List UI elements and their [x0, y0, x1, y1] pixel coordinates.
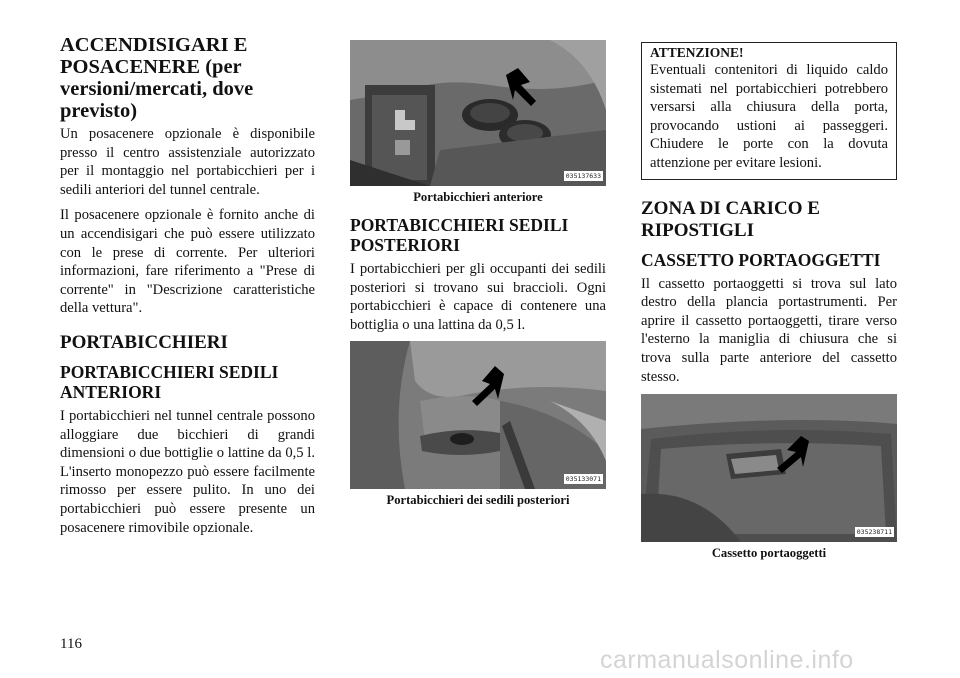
subheading-rear-cupholders: PORTABICCHIERI SEDILI POSTERIORI: [350, 215, 569, 255]
subheading-glovebox: CASSETTO PORTAOGGETTI: [641, 249, 881, 270]
warning-title: ATTENZIONE!: [650, 45, 744, 60]
paragraph-glovebox: Il cassetto portaoggetti si trova sul lato destro della plancia portastrumenti. Per aprire il cassetto portaoggetti, tirare verso l'esterno la maniglia di chiusura che si trova sulla parte anteriore del cassetto stesso.: [641, 275, 897, 385]
paragraph-rear-cupholders: I portabicchieri per gli occupanti dei sedili posteriori si trovano sui braccioli. Ogni portabicchieri è capace di contenere una bottiglia o una lattina da 0,5 l.: [350, 261, 606, 333]
figure-rear-cupholder: [350, 341, 606, 489]
section-heading-storage: ZONA DI CARICO E RIPOSTIGLI: [641, 197, 820, 241]
watermark-text: carmanualsonline.info: [600, 646, 854, 674]
figure-caption-rear: Portabicchieri dei sedili posteriori: [386, 493, 570, 508]
section-heading-cigarette-lighter: ACCENDISIGARI E POSACENERE (per versioni/mercati, dove previsto): [60, 34, 254, 122]
figure-code: 035137633: [565, 172, 601, 180]
paragraph-front-cupholders: I portabicchieri nel tunnel centrale possono alloggiare due bicchieri di grandi dimensioni o due bottiglie o lattine da 0,5 l. L'inserto monopezzo può essere facilmente rimosso per essere pulito. In uno dei portabicchieri può essere presente un posacenere rimovibile opzionale.: [60, 407, 315, 536]
front-cupholder-photo: [350, 40, 606, 186]
rear-cupholder-photo: [350, 341, 606, 489]
paragraph-lighter-info: Il posacenere opzionale è fornito anche di un accendisigari che può essere utilizzato con le prese di corrente. Per ulteriori informazioni, fare riferimento a "Prese di corrente" in "Descrizione caratteristiche della vettura".: [60, 207, 315, 317]
figure-caption-glovebox: Cassetto portaoggetti: [711, 546, 827, 561]
warning-box: [641, 42, 897, 180]
column-right: [641, 38, 897, 571]
warning-text: Eventuali contenitori di liquido caldo sistemati nel portabicchieri potrebbero versarsi alla chiusura della porta, provocando ustioni ai passeggeri. Chiudere le porte con la dovuta attenzione per evitare lesioni.: [650, 62, 888, 171]
paragraph-ashtray-availability: Un posacenere opzionale è disponibile presso il centro assistenziale autorizzato per il montaggio nel portabicchieri per i sedili anteriori del tunnel centrale.: [60, 126, 315, 198]
column-left: [60, 34, 315, 544]
figure-code: 035133071: [565, 475, 601, 484]
figure-front-cupholder: [350, 40, 606, 186]
column-middle: [350, 40, 606, 518]
figure-code: 035238711: [856, 528, 892, 537]
figure-caption-front: Portabicchieri anteriore: [413, 190, 543, 204]
page-number: 116: [60, 636, 82, 652]
subheading-front-cupholders: PORTABICCHIERI SEDILI ANTERIORI: [60, 361, 279, 402]
glovebox-photo: [641, 394, 897, 542]
figure-glovebox: [641, 394, 897, 542]
section-heading-cupholders: PORTABICCHIERI: [60, 331, 228, 353]
